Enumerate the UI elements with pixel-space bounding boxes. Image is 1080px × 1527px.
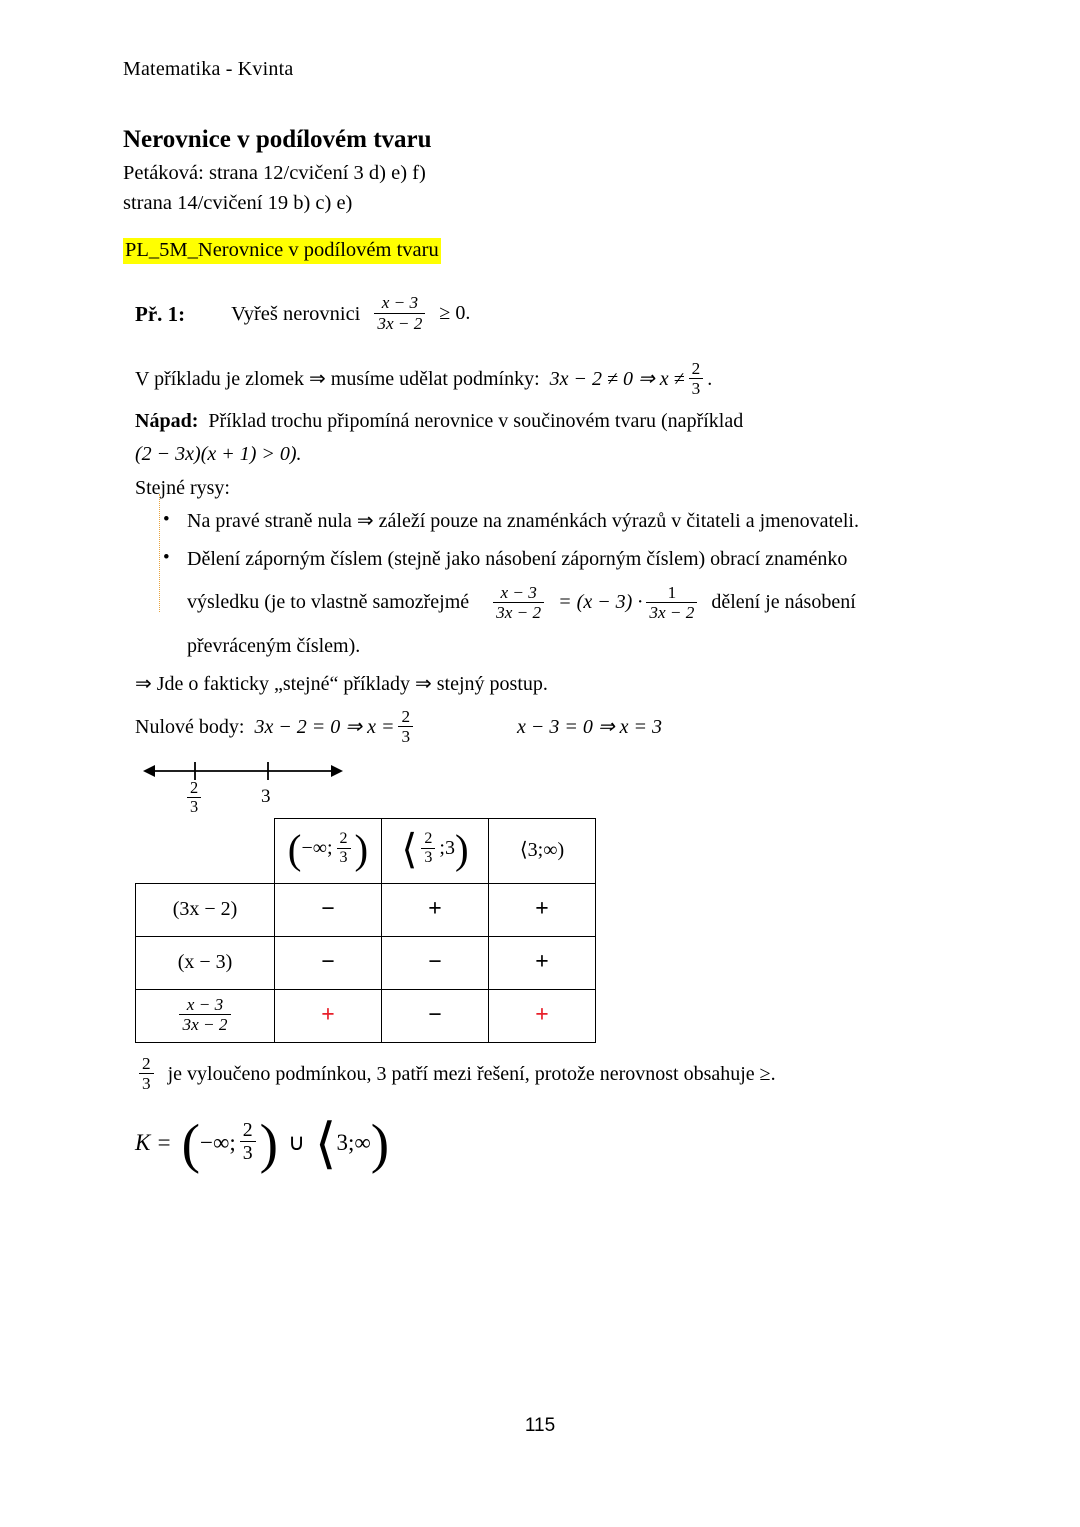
bullet-2-text-c: převráceným číslem). [187, 635, 361, 658]
zero-point-2: x − 3 = 0 ⇒ x = 3 [517, 716, 663, 739]
number-line-tick-1-denominator: 3 [187, 797, 201, 816]
result-union: ∪ [288, 1130, 305, 1156]
zero-point-1-fraction [398, 707, 413, 747]
number-line-tick-1 [183, 777, 205, 818]
number-line [135, 754, 965, 816]
result-angle-open: ⟨ [314, 1112, 337, 1174]
condition-line [135, 360, 965, 400]
number-line-graphic [143, 754, 343, 788]
table-cell-r1c1: − [275, 883, 382, 936]
note-fraction-denominator: 3 [139, 1073, 154, 1093]
interval-2-numerator: 2 [424, 829, 433, 847]
condition-fraction [689, 359, 704, 399]
table-row [136, 936, 596, 989]
row-label-3-denominator: 3x − 2 [179, 1014, 230, 1034]
angle-open-2: ⟨ [401, 826, 418, 873]
row-label-3-fraction [179, 995, 230, 1035]
interval-2-denominator: 3 [421, 848, 435, 867]
interval-1-left: −∞; [301, 837, 333, 860]
table-row-header [136, 818, 596, 883]
example-relation: ≥ 0. [439, 302, 471, 325]
bullet-2-equation-line [187, 584, 965, 624]
row-label-3-numerator: x − 3 [186, 994, 224, 1014]
zero-points-label: Nulové body: [135, 716, 245, 739]
table-row-label-3 [136, 989, 275, 1042]
idea-label: Nápad: [135, 409, 199, 432]
paren-open-1: ( [287, 826, 302, 873]
table-cell-r3c2: − [382, 989, 489, 1042]
condition-fraction-denominator: 3 [689, 378, 704, 398]
idea-text: Příklad trochu připomíná nerovnice v součinovém tvaru (například [208, 409, 744, 432]
zero-points-line [135, 708, 965, 748]
table-column-header-2 [382, 818, 489, 883]
table-cell-r2c2: − [382, 936, 489, 989]
example-fraction-denominator: 3x − 2 [374, 313, 425, 333]
table-row [136, 989, 596, 1042]
number-line-tick-1-numerator: 2 [190, 777, 199, 797]
table-row-label-1: (3x − 2) [136, 883, 275, 936]
conclusion-line: ⇒ Jde o fakticky „stejné“ příklady ⇒ stejný postup. [135, 672, 548, 695]
note-fraction-numerator: 2 [142, 1053, 151, 1073]
bullet-2-text-a: výsledku (je to vlastně samozřejmé [187, 591, 470, 614]
same-features-list [135, 508, 965, 660]
orange-dotted-marker [159, 494, 160, 612]
table-column-header-3: ⟨3;∞) [489, 818, 596, 883]
example-label: Př. 1: [135, 301, 186, 326]
number-line-tick-1-fraction [187, 779, 201, 817]
interval-1-denominator: 3 [337, 848, 351, 867]
zero-point-1-denominator: 3 [398, 726, 413, 746]
worksheet-body [135, 288, 965, 1174]
interval-2-mid: ;3 [439, 837, 455, 860]
result-line [135, 1112, 965, 1174]
same-features-label: Stejné rysy: [135, 476, 230, 499]
result-interval-1-numerator: 2 [242, 1119, 253, 1142]
condition-text: V příkladu je zlomek ⇒ musíme udělat podmínky: [135, 367, 540, 390]
page-header: Matematika - Kvinta [123, 58, 294, 80]
example-heading [135, 288, 965, 340]
interval-2-fraction [421, 830, 435, 867]
interval-1-fraction [337, 830, 351, 867]
equation-left-denominator: 3x − 2 [493, 602, 544, 622]
idea-math-line [135, 441, 965, 469]
condition-math: 3x − 2 ≠ 0 ⇒ x ≠ [549, 367, 685, 390]
result-paren-close-2: ) [370, 1112, 390, 1174]
page-number: 115 [524, 1415, 556, 1436]
example-fraction-numerator: x − 3 [381, 293, 419, 313]
page-title: Nerovnice v podílovém tvaru [123, 126, 432, 153]
result-label: K = [135, 1130, 172, 1156]
worksheet-code-highlight: PL_5M_Nerovnice v podílovém tvaru [123, 238, 441, 264]
table-cell-r2c3: + [489, 936, 596, 989]
condition-period: . [707, 367, 713, 390]
equation-right-numerator: 1 [667, 582, 677, 602]
bullet-1-text: Na pravé straně nula ⇒ záleží pouze na znaménkách výrazů v čitateli a jmenovateli. [187, 510, 859, 533]
table-cell-r1c2: + [382, 883, 489, 936]
textbook-reference-line-2: strana 14/cvičení 19 b) c) e) [123, 192, 353, 214]
result-interval-2: 3;∞ [336, 1130, 371, 1156]
equation-left-numerator: x − 3 [500, 582, 537, 602]
bullet-2-text: Dělení záporným číslem (stejně jako násobení záporným číslem) obrací znaménko [187, 547, 848, 570]
textbook-reference-line-1: Petáková: strana 12/cvičení 3 d) e) f) [123, 162, 426, 184]
example-fraction [374, 293, 425, 333]
table-cell-r1c3: + [489, 883, 596, 936]
example-instruction: Vyřeš nerovnici [231, 302, 361, 325]
table-row [136, 883, 596, 936]
note-text: je vyloučeno podmínkou, 3 patří mezi řešení, protože nerovnost obsahuje ≥. [167, 1062, 776, 1085]
note-line [135, 1055, 965, 1095]
sign-table [135, 818, 596, 1043]
equation-middle: = (x − 3) · [558, 591, 643, 614]
list-item [187, 546, 965, 661]
result-interval-1-denominator: 3 [240, 1141, 256, 1164]
paren-close-2: ) [454, 826, 469, 873]
zero-point-1: 3x − 2 = 0 ⇒ x = [254, 716, 395, 739]
interval-1-numerator: 2 [339, 829, 348, 847]
idea-math: (2 − 3x)(x + 1) > 0). [135, 443, 302, 466]
table-cell-r3c1: + [275, 989, 382, 1042]
table-corner-cell [136, 818, 275, 883]
idea-line [135, 408, 965, 436]
result-paren-close: ) [259, 1112, 279, 1174]
number-line-tick-2: 3 [261, 785, 271, 807]
table-cell-r3c3: + [489, 989, 596, 1042]
note-fraction [139, 1054, 154, 1094]
equation-left-fraction [493, 583, 544, 623]
list-item [187, 508, 965, 536]
table-cell-r2c1: − [275, 936, 382, 989]
condition-fraction-numerator: 2 [691, 359, 701, 378]
zero-point-1-numerator: 2 [401, 707, 411, 727]
table-column-header-1 [275, 818, 382, 883]
equation-right-denominator: 3x − 2 [646, 602, 697, 622]
result-paren-open: ( [181, 1112, 201, 1174]
paren-close-1: ) [354, 826, 369, 873]
result-interval-1-left: −∞; [200, 1130, 236, 1156]
result-interval-1-fraction [240, 1119, 256, 1164]
bullet-2-text-b: dělení je násobení [711, 591, 856, 614]
equation-right-fraction [646, 583, 697, 623]
table-row-label-2: (x − 3) [136, 936, 275, 989]
